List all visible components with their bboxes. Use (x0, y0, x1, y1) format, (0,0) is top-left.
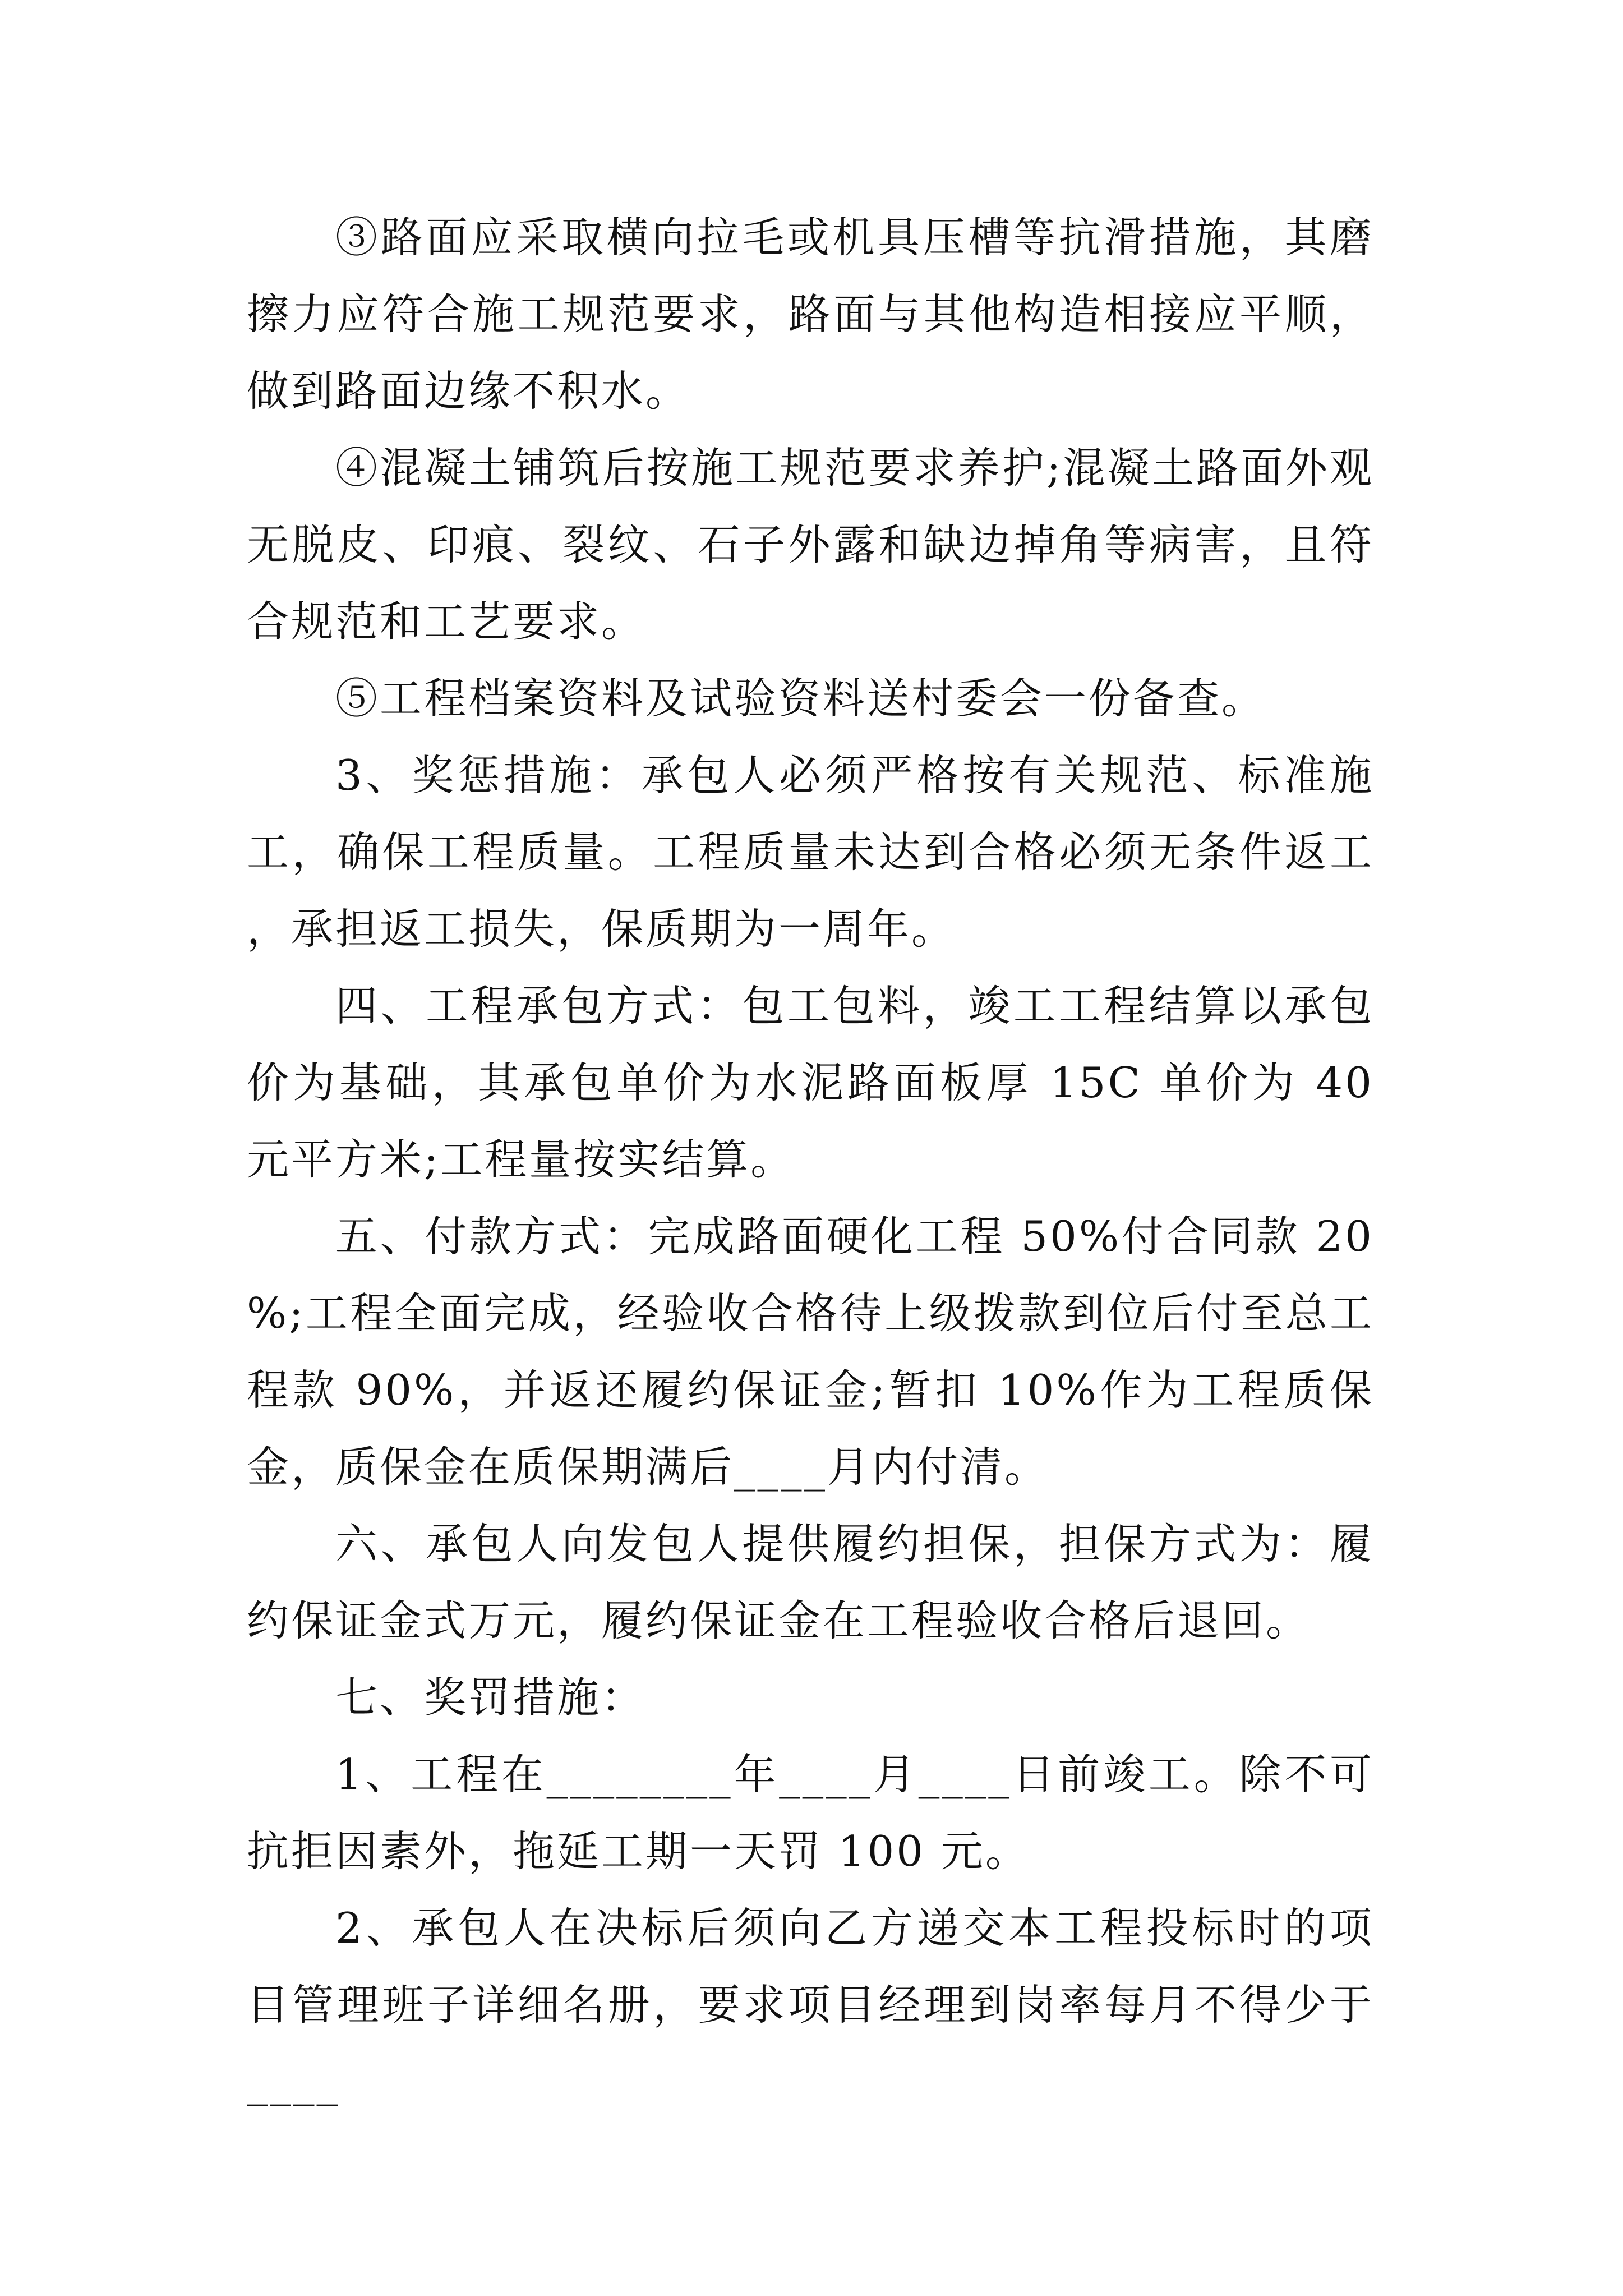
paragraph-guarantee: 六、承包人向发包人提供履约担保，担保方式为：履约保证金式万元，履约保证金在工程验收合格后退回。 (247, 1519, 1374, 1645)
paragraph-concrete-curing: ④混凝土铺筑后按施工规范要求养护;混凝土路面外观无脱皮、印痕、裂纹、石子外露和缺边掉角等病害，且符合规范和工艺要求。 (247, 443, 1374, 646)
paragraph-payment: 五、付款方式：完成路面硬化工程 50%付合同款 20%;工程全面完成，经验收合格待上级拨款到位后付至总工程款 90%，并返还履约保证金;暂扣 10%作为工程质保金，质保金在质保期满后____月内付清。 (247, 1212, 1374, 1492)
paragraph-road-surface: ③路面应采取横向拉毛或机具压槽等抗滑措施，其磨擦力应符合施工规范要求，路面与其他构造相接应平顺，做到路面边缘不积水。 (247, 213, 1374, 416)
paragraph-contract-method: 四、工程承包方式：包工包料，竣工工程结算以承包价为基础，其承包单价为水泥路面板厚 15C 单价为 40 元平方米;工程量按实结算。 (247, 981, 1374, 1184)
document-body (247, 199, 1374, 2120)
paragraph-reward-penalty: 3、奖惩措施：承包人必须严格按有关规范、标准施工，确保工程质量。工程质量未达到合格必须无条件返工，承担返工损失，保质期为一周年。 (247, 751, 1374, 954)
paragraph-completion-date: 1、工程在________年____月____日前竣工。除不可抗拒因素外，拖延工期一天罚 100 元。 (247, 1750, 1374, 1876)
paragraph-archive: ⑤工程档案资料及试验资料送村委会一份备查。 (335, 674, 1266, 723)
paragraph-section-heading: 七、奖罚措施： (335, 1673, 646, 1722)
paragraph-project-team: 2、承包人在决标后须向乙方递交本工程投标时的项目管理班子详细名册，要求项目经理到岗率每月不得少于____ (247, 1903, 1374, 2106)
